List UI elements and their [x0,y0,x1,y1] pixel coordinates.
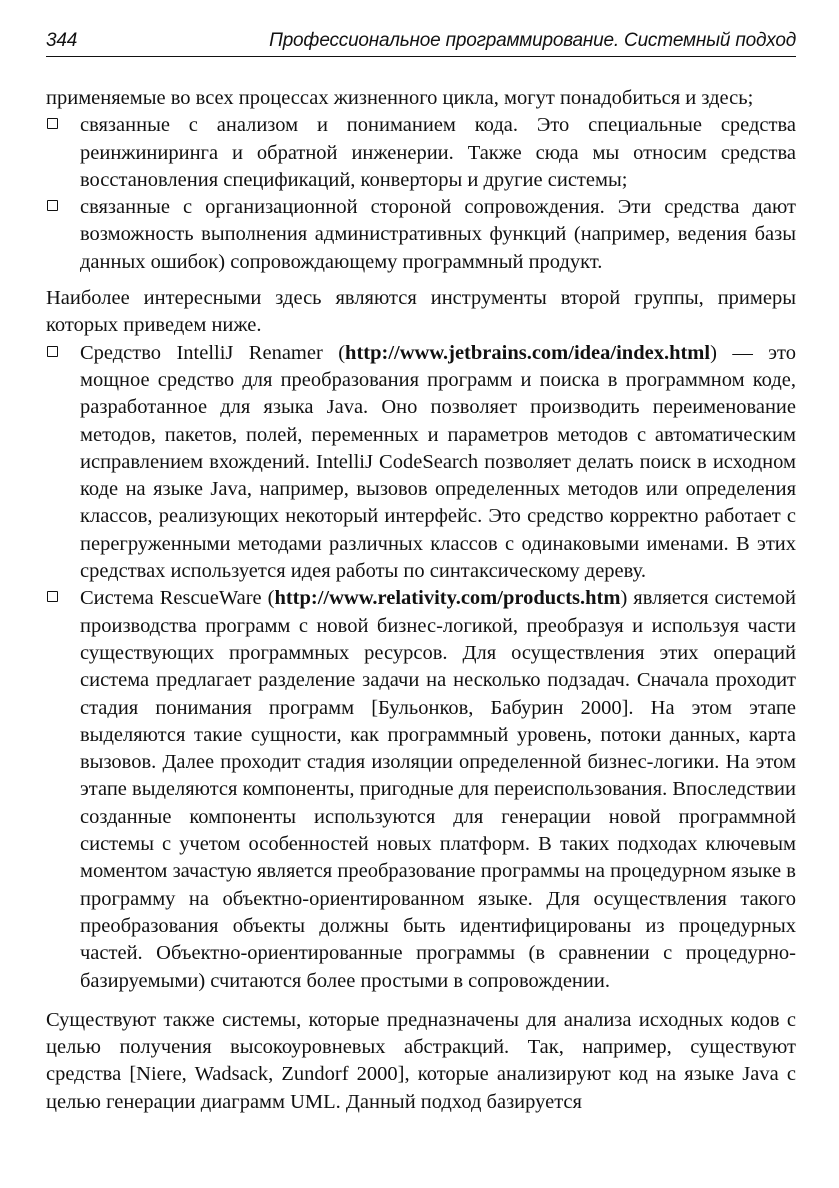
list-item [46,194,796,276]
checkbox-bullet-icon [47,200,58,211]
list-item [46,112,796,194]
body-text [46,85,796,1116]
checkbox-bullet-icon [47,346,58,357]
list-item-text: связанные с анализом и пониманием кода. Это специальные средства реинжиниринга и обратной инженерии. Также сюда мы относим средства восстановления спецификаций, конверторы и другие системы; [80,114,796,191]
list-item-text: Средство IntelliJ Renamer ( [80,341,346,364]
list-item-text: ) — это мощное средство для преобразования программ и поиска в программном коде, разработанное для языка Java. Оно позволяет производить переименование методов, пакетов, полей, переменных и параметров методов с автоматическим исправлением вхождений. IntelliJ CodeSearch позволяет делать поиск в исходном коде на языке Java, например, вызовов определенных методов или определения классов, реализующих некоторый интерфейс. Это средство корректно работает с перегруженными методами различных классов с одинаковыми именами. В этих средствах используется идея работы по синтаксическому дереву. [80,341,796,583]
running-header [46,30,796,57]
page-number: 344 [46,30,78,51]
list-item-rescueware [46,585,796,994]
url-link: http://www.jetbrains.com/idea/index.html [345,341,711,364]
paragraph: Наиболее интересными здесь являются инструменты второй группы, примеры которых приведем ниже. [46,287,796,337]
running-title: Профессиональное программирование. Системный подход [269,30,796,51]
url-link: http://www.relativity.com/products.htm [274,587,621,610]
book-page [46,30,796,1116]
list-item-intellij [46,340,796,586]
paragraph: Существуют также системы, которые предназначены для анализа исходных кодов с целью получения высокоуровневых абстракций. Так, например, существуют средства [Niere, Wadsack, Zundorf 2000], которые анализируют код на языке Java с целью генерации диаграмм UML. Данный подход базируется [46,1008,796,1113]
checkbox-bullet-icon [47,118,58,129]
continuation-text: применяемые во всех процессах жизненного цикла, могут понадобиться и здесь; [46,87,754,109]
list-item-text: Система RescueWare ( [80,587,275,610]
list-item-text: ) является системой производства программ с новой бизнес-логикой, преобразуя и используя части существующих программных ресурсов. Для осуществления этих операций система предлагает разделение задачи на несколько подзадач. Сначала проходит стадия понимания программ [Бульонков, Бабурин 2000]. На этом этапе выделяются такие сущности, как программный уровень, потоки данных, карта вызовов. Далее проходит стадия изоляции определенной бизнес-логики. На этом этапе выделяются компоненты, пригодные для переиспользования. Впоследствии созданные компоненты используются для генерации новой программной системы с учетом особенностей новых платформ. В таких подходах ключевым моментом зачастую является преобразование программы на процедурном языке в программу на объектно-ориентированном языке. Для осуществления такого преобразования объекты должны быть идентифицированы из процедурных частей. Объектно-ориентированные программы (в сравнении с процедурно-базируемыми) считаются более простыми в сопровождении. [80,587,796,992]
list-item-text: связанные с организационной стороной сопровождения. Эти средства дают возможность выполнения административных функций (например, ведения базы данных ошибок) сопровождающему программный продукт. [80,196,796,273]
checkbox-bullet-icon [47,591,58,602]
